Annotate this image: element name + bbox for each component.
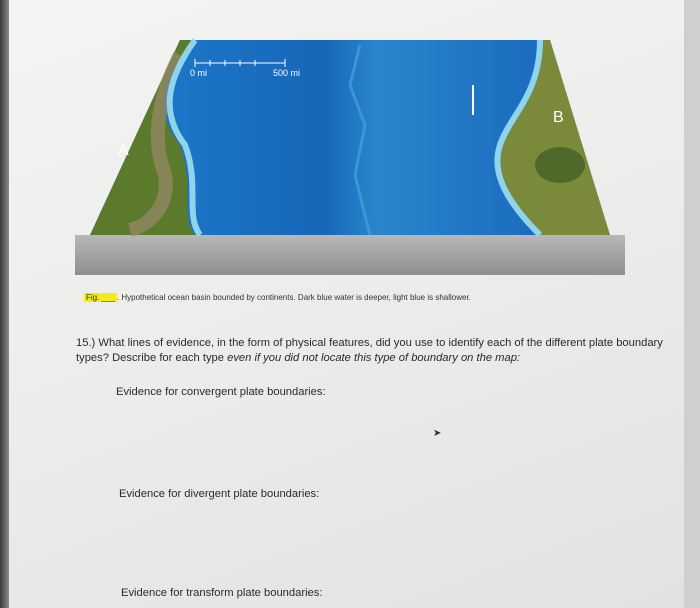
label-a: A <box>118 142 129 159</box>
caption-text: . Hypothetical ocean basin bounded by continents. Dark blue water is deeper, light blue is shallower. <box>116 293 471 302</box>
transform-evidence-label: Evidence for transform plate boundaries: <box>121 587 323 599</box>
divergent-evidence-label: Evidence for divergent plate boundaries: <box>119 488 320 500</box>
ocean-basin-block-diagram <box>70 35 630 280</box>
photo-edge <box>0 0 9 608</box>
question-italic: even if you did not locate this type of boundary on the map: <box>227 352 521 364</box>
figure-number-highlight: Fig. ___ <box>86 293 115 302</box>
label-b: B <box>553 109 564 126</box>
question-15 <box>76 336 676 366</box>
mouse-cursor-icon: ➤ <box>433 428 442 439</box>
figure-caption <box>84 293 471 302</box>
block-front-face <box>75 235 625 275</box>
convergent-evidence-label: Evidence for convergent plate boundaries: <box>116 386 326 398</box>
question-text: 15.) What lines of evidence, in the form of physical features, did you use to identify each of the different plate boundary types? Describe for each type <box>76 337 663 364</box>
scale-end-label: 500 mi <box>273 68 301 78</box>
photo-background <box>684 0 700 608</box>
scale-start-label: 0 mi <box>190 68 208 78</box>
